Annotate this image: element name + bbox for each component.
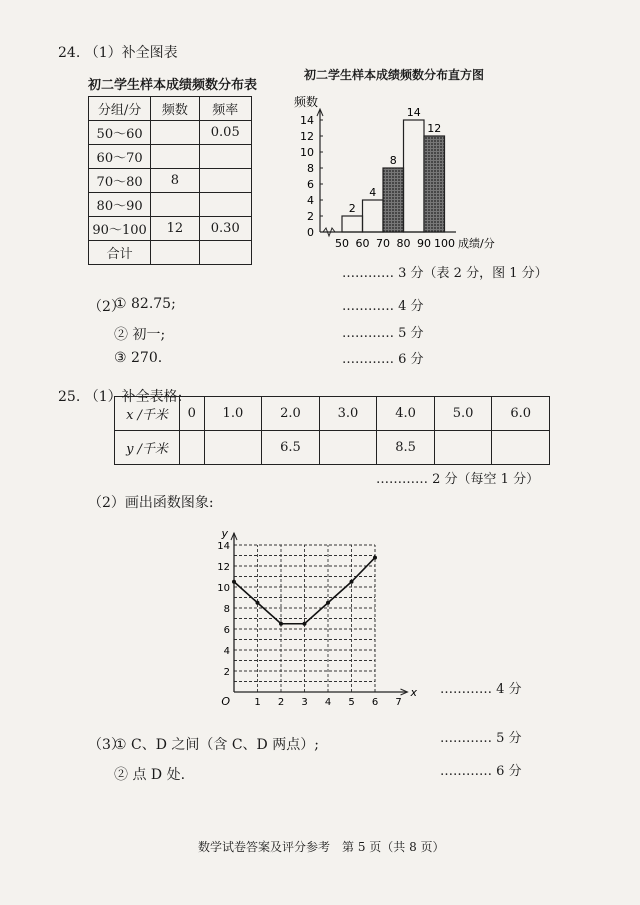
histogram-bar (424, 136, 445, 232)
histogram-bar (383, 168, 404, 232)
function-point (326, 601, 330, 605)
table-cell: 70～80 (89, 169, 151, 193)
function-point (350, 580, 354, 584)
histogram-y-tick-label: 14 (300, 114, 314, 127)
q24-answer-1: ① 82.75; (114, 296, 176, 312)
q25-answer-1: ① C、D 之间（含 C、D 两点）; (114, 737, 319, 753)
q24-answer-3: ③ 270. (114, 350, 163, 366)
histogram-bar (342, 216, 363, 232)
q25-answer-2-score: ………… 6 分 (440, 764, 522, 779)
graph-x-axis-label: x (410, 686, 418, 699)
frequency-table (88, 96, 252, 265)
graph-x-tick-label: 2 (277, 697, 285, 708)
q24-part2-label: （2） (88, 299, 125, 315)
graph-x-tick-label: 3 (301, 697, 308, 708)
histogram-x-tick-label: 60 (355, 237, 370, 250)
q25-score2: ………… 4 分 (440, 682, 522, 697)
histogram-x-tick-label: 100 (434, 237, 455, 250)
table-header-row (89, 97, 252, 121)
table-cell: 50～60 (89, 121, 151, 145)
graph-x-tick-label: 4 (324, 697, 332, 708)
graph-y-tick-label: 6 (223, 625, 230, 636)
graph-y-tick-label: 2 (223, 667, 230, 678)
function-point (256, 601, 260, 605)
q25-number: 25. (58, 389, 81, 405)
graph-y-tick-label: 10 (217, 583, 230, 594)
table-cell: 1.0 (204, 397, 262, 431)
table-row (89, 121, 252, 145)
histogram-y-tick-label: 6 (307, 178, 314, 191)
table-cell: 2.0 (262, 397, 320, 431)
histogram-y-tick-label: 2 (307, 210, 314, 223)
table-cell (199, 169, 252, 193)
q25-answer-2: ② 点 D 处. (114, 767, 186, 783)
page-footer: 数学试卷答案及评分参考 第 5 页（共 8 页） (198, 840, 445, 854)
table-row-x (115, 397, 550, 431)
q25-part1-label: （1）补全表格: (84, 389, 183, 405)
table-cell (319, 431, 377, 465)
function-point (232, 580, 236, 584)
table-cell (151, 121, 199, 145)
function-point (373, 556, 377, 560)
table-row (89, 169, 252, 193)
histogram-y-tick-label: 0 (307, 226, 314, 239)
table-row (89, 217, 252, 241)
q24-answer-2: ② 初一; (114, 327, 166, 343)
histogram-y-tick-label: 8 (307, 162, 314, 175)
q24-answer-3-score: ………… 6 分 (342, 352, 424, 367)
table-cell: 60～70 (89, 145, 151, 169)
freq-table-title: 初二学生样本成绩频数分布表 (88, 78, 258, 93)
q24-number: 24. (58, 45, 81, 61)
table-row-y (115, 431, 550, 465)
q24-score1: ………… 3 分（表 2 分，图 1 分） (342, 266, 548, 281)
table-cell (180, 431, 205, 465)
table-cell: 4.0 (377, 397, 435, 431)
histogram-bar-label: 4 (369, 186, 377, 199)
graph-x-tick-label: 7 (395, 697, 402, 708)
y-header-cell: y /千米 (115, 431, 180, 465)
graph-y-tick-label: 8 (223, 604, 230, 615)
histogram-bar (363, 200, 384, 232)
table-cell: 8 (151, 169, 199, 193)
table-cell: 5.0 (434, 397, 492, 431)
q24-answer-2-score: ………… 5 分 (342, 326, 424, 341)
q25-part3-label: （3） (88, 737, 125, 753)
table-cell (434, 431, 492, 465)
histogram-x-tick-label: 50 (335, 237, 349, 250)
histogram-bar-label: 8 (389, 154, 397, 167)
graph-x-tick-label: 5 (348, 697, 355, 708)
table-cell: 0.30 (199, 217, 252, 241)
x-header-cell: x /千米 (115, 397, 180, 431)
table-cell: 8.5 (377, 431, 435, 465)
histogram-title: 初二学生样本成绩频数分布直方图 (304, 68, 485, 82)
table-cell (151, 145, 199, 169)
histogram-bar (404, 120, 425, 232)
histogram-y-tick-label: 12 (300, 130, 314, 143)
table-cell: 90～100 (89, 217, 151, 241)
graph-y-tick-label: 12 (217, 562, 230, 573)
table-cell: 0 (180, 397, 205, 431)
histogram-chart (290, 86, 530, 250)
histogram-x-tick-label: 80 (396, 237, 411, 250)
function-point (303, 622, 307, 626)
table-cell: 12 (151, 217, 199, 241)
header-cell: 分组/分 (89, 97, 151, 121)
table-cell (199, 193, 252, 217)
table-row (89, 241, 252, 265)
table-cell (492, 431, 550, 465)
table-cell (204, 431, 262, 465)
table-cell: 6.0 (492, 397, 550, 431)
graph-y-tick-label: 4 (223, 646, 230, 657)
function-point (279, 622, 283, 626)
histogram-bar-label: 12 (427, 122, 442, 135)
q25-part2-label: （2）画出函数图象: (88, 495, 214, 511)
function-graph (214, 514, 424, 714)
q24-answer-1-score: ………… 4 分 (342, 299, 424, 314)
header-cell: 频数 (151, 97, 199, 121)
table-cell: 合计 (89, 241, 151, 265)
table-cell (199, 241, 252, 265)
graph-x-tick-label: 6 (371, 697, 379, 708)
q24-part1-label: （1）补全图表 (84, 45, 178, 61)
graph-x-tick-label: 1 (254, 697, 261, 708)
histogram-y-tick-label: 10 (300, 146, 314, 159)
q24-header (58, 42, 178, 62)
table-cell (199, 145, 252, 169)
xy-value-table (114, 396, 550, 465)
table-cell: 6.5 (262, 431, 320, 465)
table-cell: 3.0 (319, 397, 377, 431)
histogram-bar-label: 2 (348, 202, 356, 215)
histogram-y-tick-label: 4 (307, 194, 314, 207)
graph-origin-label: O (221, 695, 230, 708)
table-row (89, 145, 252, 169)
table-cell: 80～90 (89, 193, 151, 217)
graph-y-tick-label: 14 (217, 541, 230, 552)
histogram-x-tick-label: 90 (417, 237, 431, 250)
q25-score1: ………… 2 分（每空 1 分） (376, 472, 540, 487)
table-row (89, 193, 252, 217)
histogram-x-tick-label: 70 (376, 237, 390, 250)
graph-y-axis-label: y (221, 527, 228, 540)
q25-answer-1-score: ………… 5 分 (440, 731, 522, 746)
table-cell (151, 241, 199, 265)
histogram-y-axis-label: 频数 (294, 95, 319, 109)
table-cell: 0.05 (199, 121, 252, 145)
histogram-bar-label: 14 (406, 106, 421, 119)
header-cell: 频率 (199, 97, 252, 121)
histogram-x-axis-label: 成绩/分 (458, 237, 495, 250)
table-cell (151, 193, 199, 217)
